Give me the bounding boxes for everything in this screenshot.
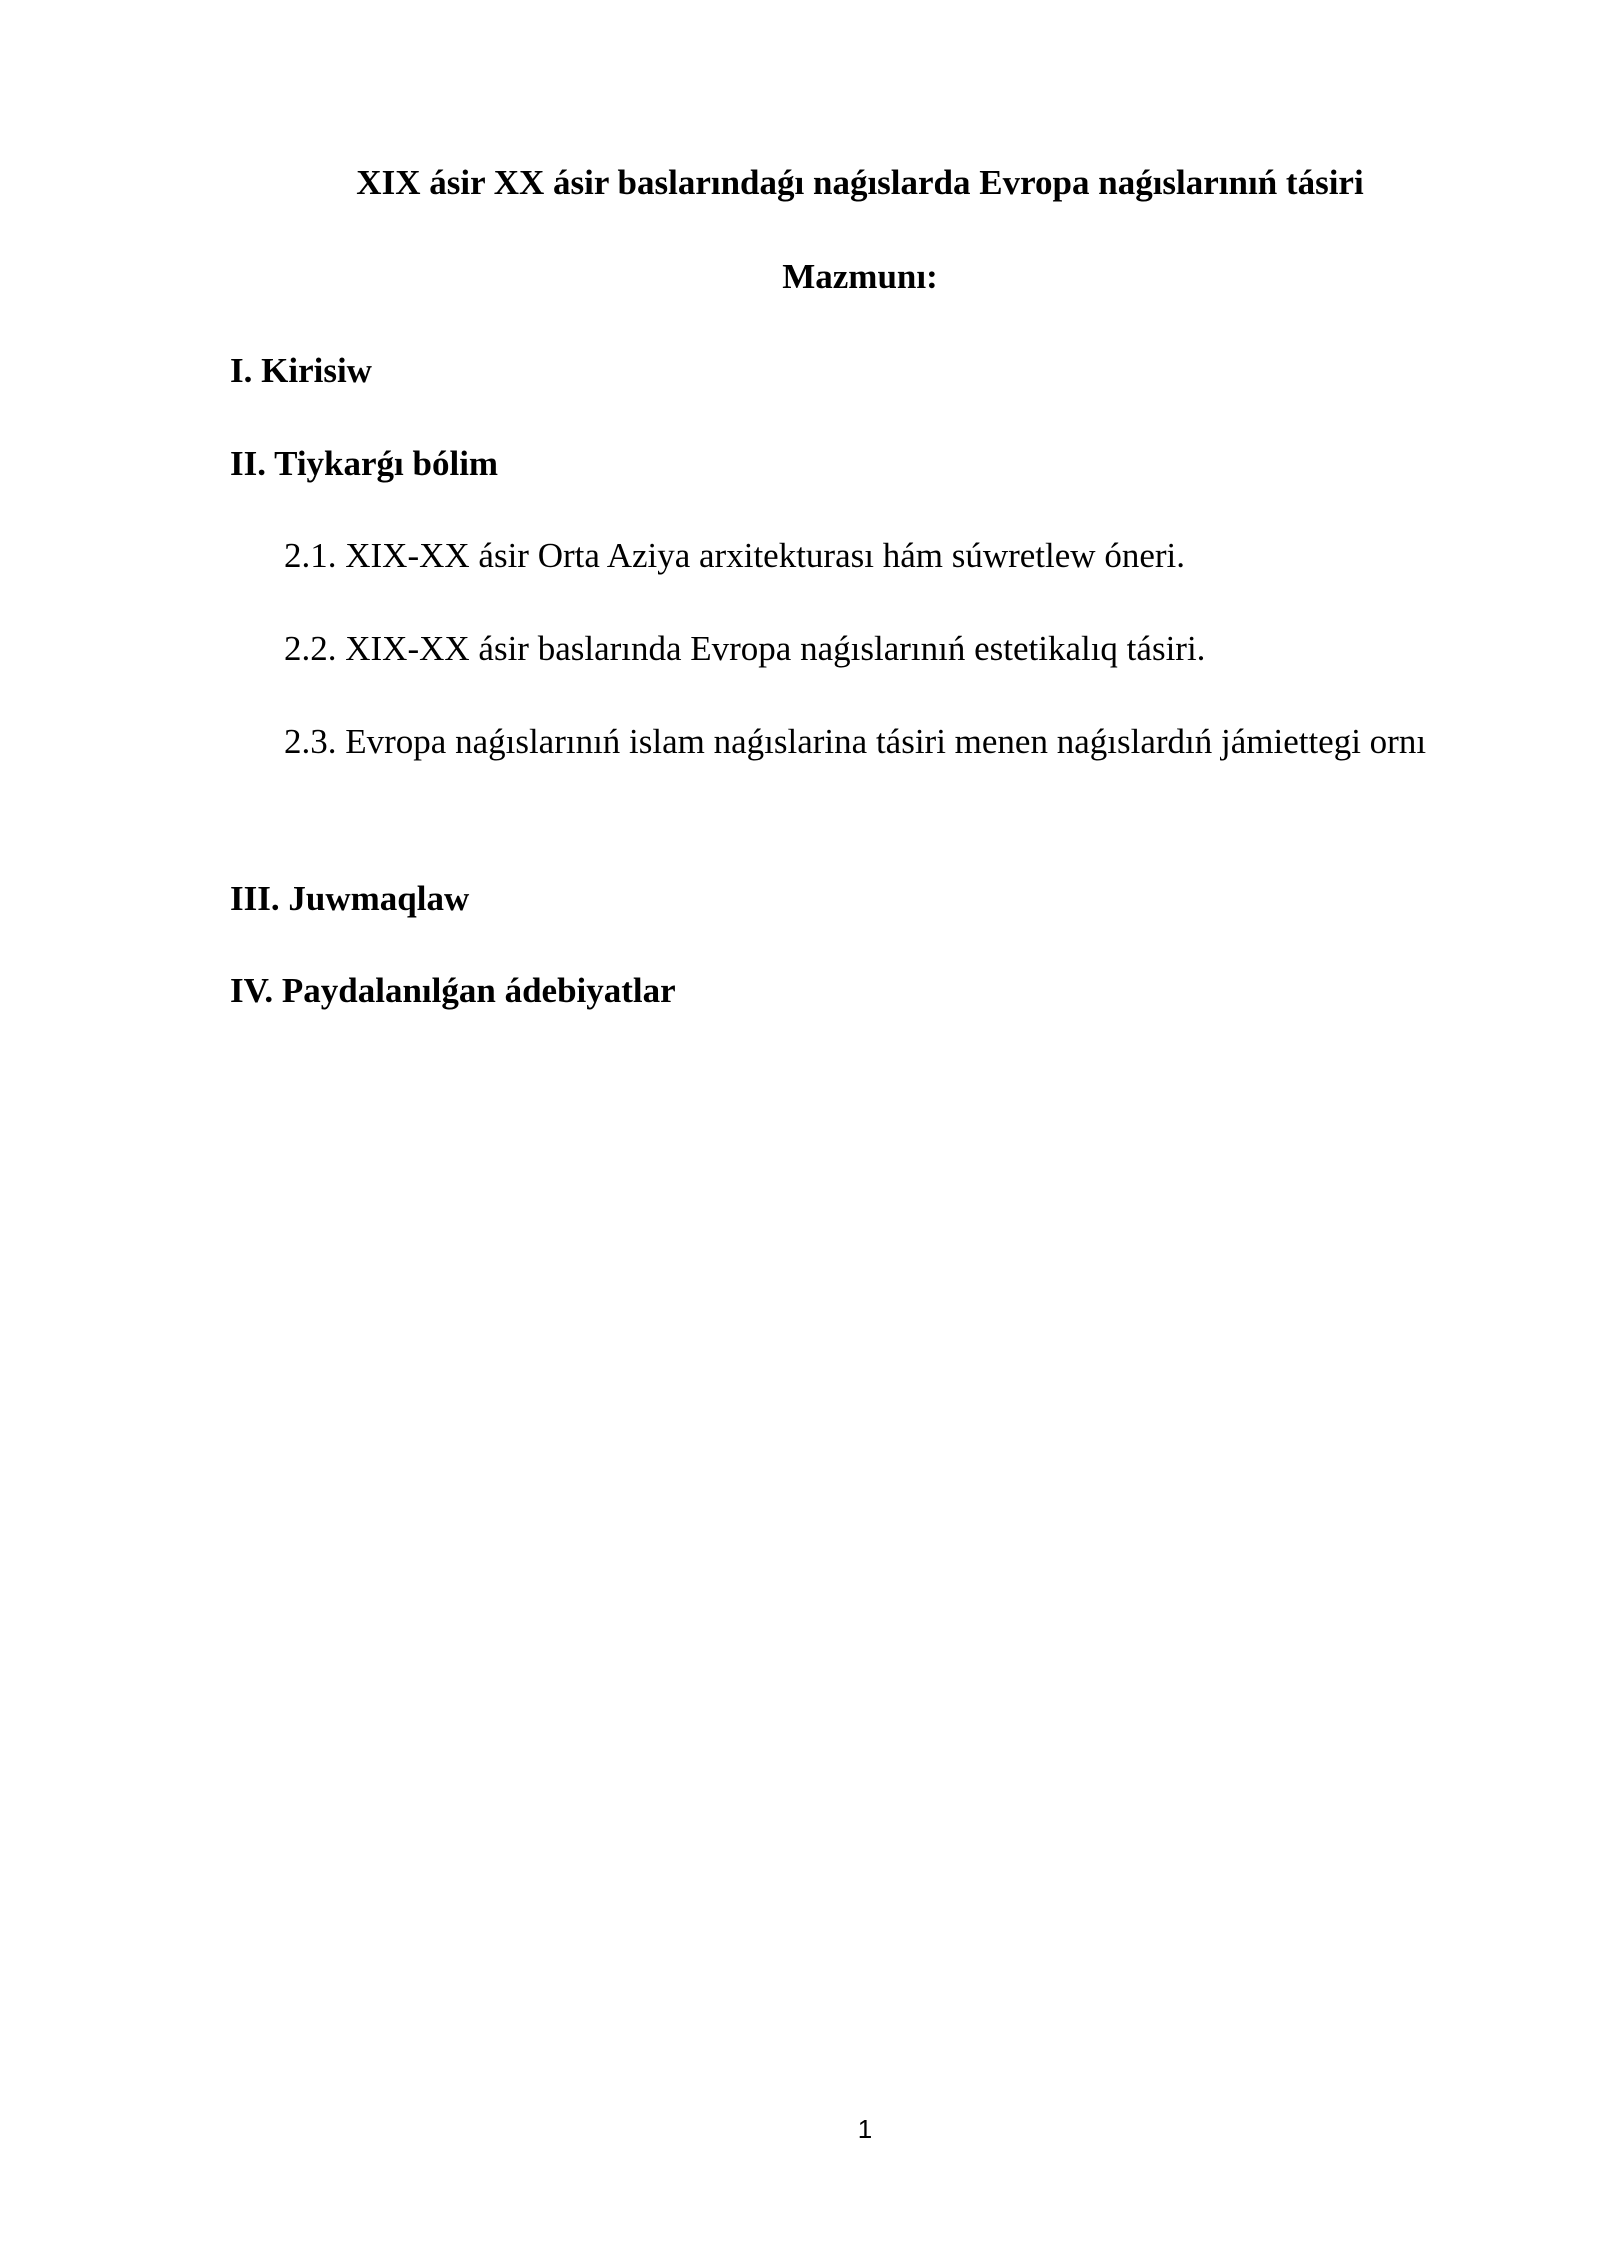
toc-subitem-2-3: 2.3. Evropa naǵıslarınıń islam naǵıslarina tásiri menen naǵıslardıń jámiettegi ornı xyxy=(284,722,1427,761)
toc-subitem-2-2: 2.2. XIX-XX ásir baslarında Evropa naǵıslarınıń estetikalıq tásiri. xyxy=(284,629,1206,668)
toc-item-introduction: I. Kirisiw xyxy=(230,351,372,390)
toc-subitem-2-1: 2.1. XIX-XX ásir Orta Aziya arxitekturası hám súwretlew óneri. xyxy=(284,536,1185,575)
contents-heading: Mazmunı: xyxy=(782,257,938,296)
document-title: XIX ásir XX ásir baslarındaǵı naǵıslarda Evropa naǵıslarınıń tásiri xyxy=(356,163,1364,202)
toc-item-references: IV. Paydalanılǵan ádebiyatlar xyxy=(230,971,676,1010)
toc-item-conclusion: III. Juwmaqlaw xyxy=(230,879,470,918)
toc-item-main-part: II. Tiykarǵı bólim xyxy=(230,444,499,483)
page-number: 1 xyxy=(857,2114,873,2144)
